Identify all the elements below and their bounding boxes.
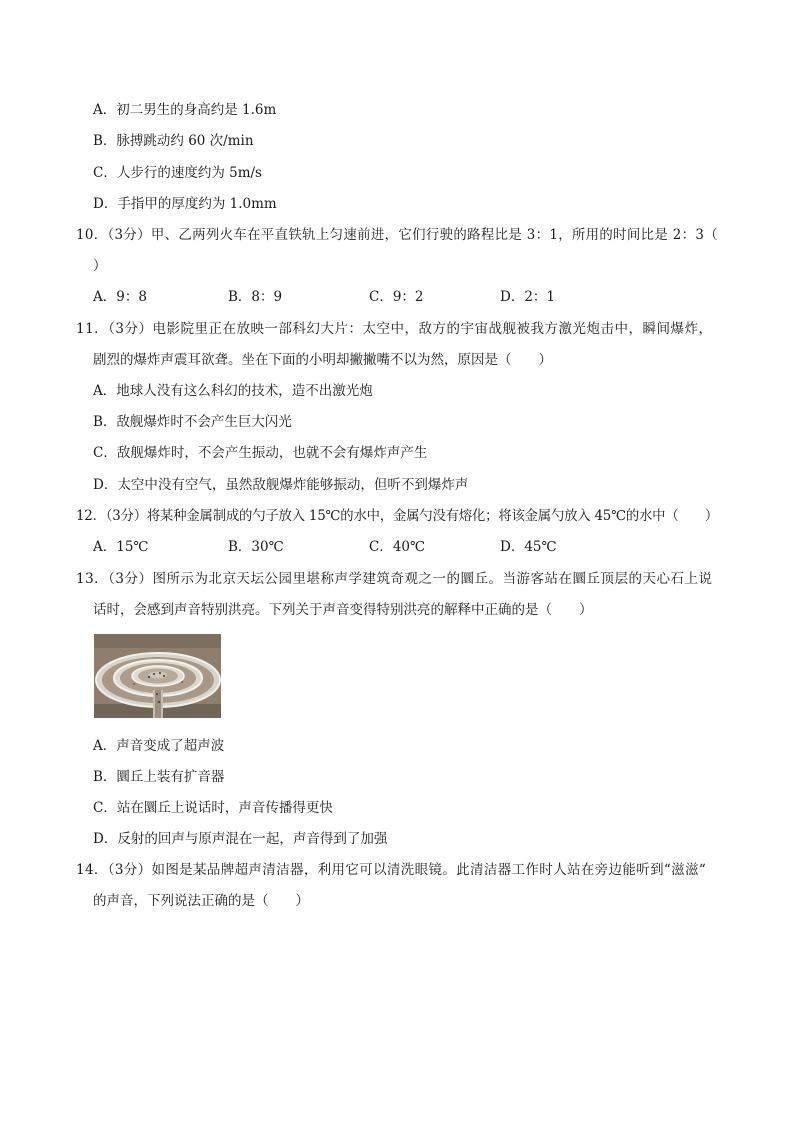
q11-option-d: D．太空中没有空气，虽然敌舰爆炸能够振动，但听不到爆炸声 xyxy=(93,477,469,493)
q13-stem-line2: 话时，会感到声音特别洪亮。下列关于声音变得特别洪亮的解释中正确的是（ ） xyxy=(93,602,593,618)
q10-stem-line2: ） xyxy=(93,258,107,274)
q10-options-row xyxy=(93,288,693,306)
q10-stem-line1: 10．（3分）甲、乙两列火车在平直铁轨上匀速前进，它们行驶的路程比是 3：1，所用的时间比是 2：3（ xyxy=(76,227,719,243)
q9-option-a: A．初二男生的身高约是 1.6m xyxy=(93,102,277,118)
q12-stem-line1: 12．（3分）将某种金属制成的勺子放入 15℃的水中，金属勺没有熔化；将该金属勺放入 45℃的水中（ ） xyxy=(76,508,719,524)
q14-stem-line2: 的声音，下列说法正确的是（ ） xyxy=(93,893,309,909)
q12-option-b: B．30℃ xyxy=(228,539,284,555)
q11-stem-line2: 剧烈的爆炸声震耳欲聋。坐在下面的小明却撇撇嘴不以为然，原因是（ ） xyxy=(93,352,552,368)
q13-option-b: B．圜丘上装有扩音器 xyxy=(93,769,225,785)
q10-option-d: D．2：1 xyxy=(500,289,556,305)
q13-option-d: D．反射的回声与原声混在一起，声音得到了加强 xyxy=(93,831,388,847)
q13-stem-line1: 13．（3分）图所示为北京天坛公园里堪称声学建筑奇观之一的圜丘。当游客站在圜丘顶层的天心石上说 xyxy=(76,571,713,587)
q10-option-a: A．9：8 xyxy=(93,289,147,305)
q11-stem-line1: 11．（3分）电影院里正在放映一部科幻大片：太空中，敌方的宇宙战舰被我方激光炮击中，瞬间爆炸， xyxy=(76,321,713,337)
q11-option-a: A．地球人没有这么科幻的技术，造不出激光炮 xyxy=(93,383,373,399)
q13-option-a: A．声音变成了超声波 xyxy=(93,738,225,754)
q9-option-c: C．人步行的速度约为 5m/s xyxy=(93,165,262,181)
q9-option-d: D．手指甲的厚度约为 1.0mm xyxy=(93,196,277,212)
circular-mound-altar-photo xyxy=(94,634,221,718)
q10-option-c: C．9：2 xyxy=(369,289,424,305)
q10-option-b: B．8：9 xyxy=(228,289,283,305)
q14-stem-line1: 14．（3分）如图是某品牌超声清洁器，利用它可以清洗眼镜。此清洁器工作时人站在旁边能听到“滋滋“ xyxy=(76,862,707,878)
q11-option-b: B．敌舰爆炸时不会产生巨大闪光 xyxy=(93,414,292,430)
q12-option-d: D．45℃ xyxy=(500,539,557,555)
q13-option-c: C．站在圜丘上说话时，声音传播得更快 xyxy=(93,800,333,816)
q12-options-row xyxy=(93,538,693,556)
q9-option-b: B．脉搏跳动约 60 次/min xyxy=(93,133,254,149)
q12-option-a: A．15℃ xyxy=(93,539,149,555)
q12-option-c: C．40℃ xyxy=(369,539,426,555)
q11-option-c: C．敌舰爆炸时，不会产生振动，也就不会有爆炸声产生 xyxy=(93,445,428,461)
